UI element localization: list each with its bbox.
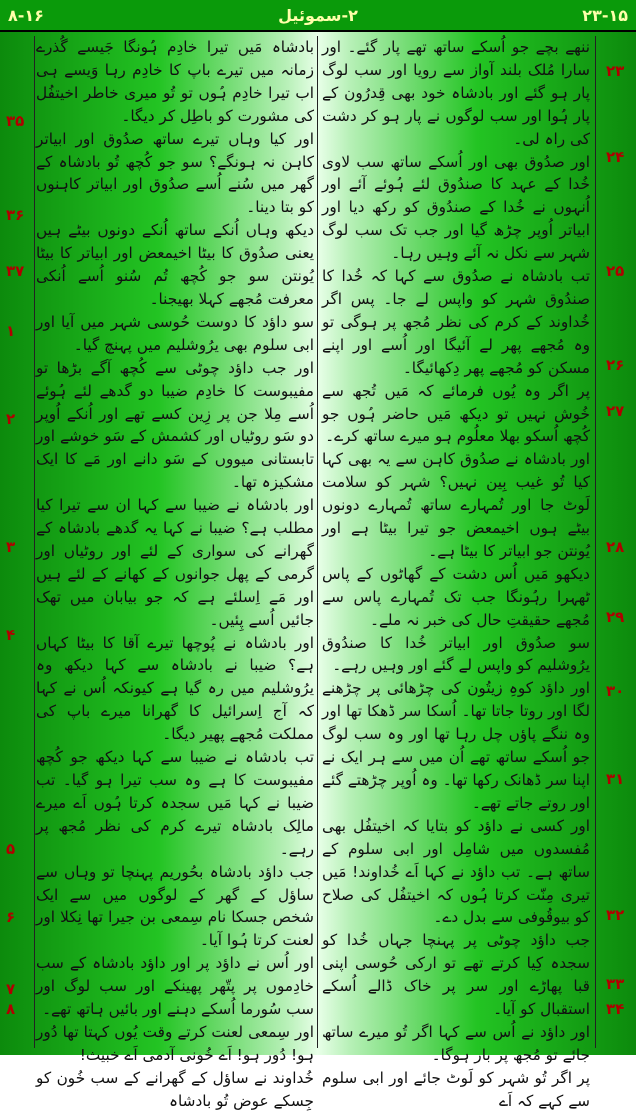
left-verse-text: اور سِمعی لعنت کرتے وقت یُوں کہتا تھا دُور ہو! دُور ہو! اَے خُونی آدمی اَے خبیث! xyxy=(36,1022,314,1064)
verse-number: ۷ xyxy=(6,980,16,998)
left-verse-text: بادشاہ مَیں تیرا خادِم ہُونگا جَیسے گُذرے زمانہ میں تیرے باپ کا خادِم رہا وَیسے ہی اب تیرا خادِم ہُوں تو تُو میری خاطر اخیتفُل کی مشورت کو باطِل کر دیگا۔ xyxy=(36,38,314,125)
verse-number: ۲۳ xyxy=(606,62,625,80)
verse-number: ۳۵ xyxy=(6,112,25,130)
verse-number: ۳۲ xyxy=(606,906,625,924)
right-verse-text: دیکھو مَیں اُس دشت کے گھاٹوں کے پاس ٹھہرا رہُونگا جب تک تُمہارے پاس سے مُجھے حقیقتِ حال کی خبر نہ ملے۔ xyxy=(322,564,590,629)
verse-number: ۲۶ xyxy=(606,356,625,374)
right-verse-text: اور بادشاہ نے صدُوق کاہن سے یہ بھی کہا کیا تُو غیب بِین نہیں؟ شہر کو سلامت لَوٹ جا اور تُمہارے ساتھ تُمہارے دونوں بیٹے ہوں اخیمعض جو تیرا بیٹا ہے اور یُونتن جو ابیاتر کا بیٹا ہے۔ xyxy=(322,450,590,560)
verse-number: ۸ xyxy=(6,1000,16,1018)
chapter-range-right: ۲۳-۱۵ xyxy=(582,6,628,25)
verse-number: ۲ xyxy=(6,410,16,428)
left-text-column xyxy=(36,36,314,1110)
verse-number: ۳ xyxy=(6,538,16,556)
verse-number: ۳۴ xyxy=(606,1000,625,1018)
right-verse-text: اور کسی نے داؤد کو بتایا کہ اخیتفُل بھی مُفسدوں میں شامِل اور ابی سلوم کے ساتھ ہے۔ تب داؤد نے کہا اَے خُداوند! مَیں تیری مِنّت کرتا ہُوں کہ اخیتفُل کی صلاح کو بیوقُوفی سے بدل دے۔ xyxy=(322,816,590,927)
left-verse-text: اور بادشاہ نے ضیبا سے کہا ان سے تیرا کیا مطلب ہے؟ ضیبا نے کہا یہ گدھے بادشاہ کے گھرانے کی سواری کے لئے اور روٹیاں اور گرمی کے پھل جوانوں کے کھانے کے لئے ہیں اور مَے اِسلئے ہے کہ جو بیابان میں تھک جائیں اُسے پِئیں۔ xyxy=(36,496,314,629)
verse-number: ۵ xyxy=(6,840,16,858)
verse-number: ۲۹ xyxy=(606,608,625,626)
left-verse-text: خُداوند نے ساؤل کے گھرانے کے سب خُون کو جِسکے عوض تُو بادشاہ xyxy=(36,1068,314,1110)
right-margin-line xyxy=(595,36,596,1048)
verse-number: ۲۴ xyxy=(606,148,625,166)
left-verse-text: اور جب داؤد چوٹی سے کُچھ آگے بڑھا تو مفیبوست کا خادِم ضیبا دو گدھے لئے ہُوئے اُسے مِلا جن پر زِین کسے تھے اور اُنکے اُوپر دو سَو روٹیاں اور کشمش کے سَو خوشے اور تابستانی میووں کے سَو دانے اور مَے کا ایک مشکیزہ تھا۔ xyxy=(36,358,314,492)
right-verse-text: پر اگر تُو شہر کو لَوٹ جائے اور ابی سلوم سے کہے کہ اَے xyxy=(322,1068,590,1110)
right-verse-text: اور صدُوق بھی اور اُسکے ساتھ سب لاوی خُدا کے عہد کا صندُوق لئے ہُوئے آئے اور اُنہوں نے خُدا کے صندُوق کو رکھ دیا اور ابیاتر اُوپر چڑھ گیا اور جب تک سب لوگ شہر سے نکل نہ آئے وہیں رہا۔ xyxy=(322,152,590,263)
right-verse-text: پر اگر وہ یُوں فرمائے کہ مَیں تُجھ سے خُوش نہیں تو دیکھ مَیں حاضر ہُوں جو کُچھ اُسکو بھلا معلُوم ہو میرے ساتھ کرے۔ xyxy=(322,381,590,446)
verse-number: ۲۵ xyxy=(606,262,625,280)
verse-number: ۳۷ xyxy=(6,262,25,280)
verse-number: ۱ xyxy=(6,322,16,340)
left-verse-text: اور کیا وہاں تیرے ساتھ صدُوق اور ابیاتر کاہن نہ ہونگے؟ سو جو کُچھ تُو بادشاہ کے گھر میں سُنے اُسے صدُوق اور ابیاتر کاہنوں کو بتا دینا۔ xyxy=(36,129,314,217)
right-verse-text: اور داؤد نے اُس سے کہا اگر تُو میرے ساتھ جائے تو مُجھ پر بار ہوگا۔ xyxy=(322,1022,590,1064)
header-rule xyxy=(0,30,636,32)
left-verse-text: اور بادشاہ نے پُوچھا تیرے آقا کا بیٹا کہاں ہے؟ ضیبا نے بادشاہ سے کہا دیکھ وہ یرُوشلیم میں رہ گیا ہے کیونکہ اُس نے کہا کہ آج اِسرائیل کا گھرانا میرے باپ کی مملکت مُجھے پھیر دیگا۔ xyxy=(36,633,314,744)
verse-number: ۳۰ xyxy=(606,682,625,700)
verse-number: ۴ xyxy=(6,626,16,644)
verse-number: ۶ xyxy=(6,908,16,926)
column-divider xyxy=(317,36,318,1048)
left-verse-text: تب بادشاہ نے ضیبا سے کہا دیکھ جو کُچھ مفیبوست کا ہے وہ سب تیرا ہو گیا۔ تب ضیبا نے کہا مَیں سجدہ کرتا ہُوں اَے میرے مالِک بادشاہ تیرے کرم کی نظر مُجھ پر رہے۔ xyxy=(36,748,314,858)
page-header xyxy=(0,0,636,30)
verse-number: ۳۱ xyxy=(606,770,625,788)
book-title: ۲-سموئیل xyxy=(278,6,358,25)
right-verse-text: تب بادشاہ نے صدُوق سے کہا کہ خُدا کا صندُوق شہر کو واپس لے جا۔ پس اگر خُداوند کے کرم کی نظر مُجھ پر ہوگی تو وہ مُجھے پھر لے آئیگا اور اُسے اور اپنے مسکن کو مُجھے پھر دِکھائیگا۔ xyxy=(322,267,590,377)
left-verse-text: سو داؤد کا دوست حُوسی شہر میں آیا اور ابی سلوم بھی یرُوشلیم میں پہنچ گیا۔ xyxy=(36,312,314,354)
right-verse-text: اور داؤد کوہِ زیتُون کی چڑھائی پر چڑھنے لگا اور روتا جاتا تھا۔ اُسکا سر ڈھکا تھا اور وہ ننگے پاؤں چل رہا تھا اور وہ سب لوگ جو اُسکے ساتھ تھے اُن میں سے ہر ایک نے اپنا سر ڈھانک رکھا تھا۔ وہ اُوپر چڑھتے گئے اور روتے جاتے تھے۔ xyxy=(322,679,590,812)
left-verse-text: دیکھ وہاں اُنکے ساتھ اُنکے دونوں بیٹے ہیں یعنی صدُوق کا بیٹا اخیمعض اور ابیاتر کا بیٹا یُونتن سو جو کُچھ تُم سُنو اُسے اُنکی معرفت مُجھے کہلا بھیجنا۔ xyxy=(36,221,314,308)
left-verse-text: اور اُس نے داؤد پر اور داؤد بادشاہ کے سب خادِموں پر پتّھر پھینکے اور سب لوگ اور سب سُورما اُسکے دہنے اور بائیں ہاتھ تھے۔ xyxy=(36,954,314,1019)
right-verse-text: ننھے بچے جو اُسکے ساتھ تھے پار گئے۔ اور سارا مُلک بلند آواز سے رویا اور سب لوگ پار ہو گئے اور بادشاہ خود بھی قِدرُون کے پار ہُوا اور سب لوگوں نے پار ہو کر دشت کی راہ لی۔ xyxy=(322,38,590,148)
left-margin-line xyxy=(34,36,35,1048)
right-verse-text: سو صدُوق اور ابیاتر خُدا کا صندُوق یرُوشلیم کو واپس لے گئے اور وہیں رہے۔ xyxy=(322,633,590,675)
right-verse-text: جب داؤد چوٹی پر پہنچا جہاں خُدا کو سجدہ کِیا کرتے تھے تو ارکی حُوسی اپنی قبا پھاڑے اور سر پر خاک ڈالے اُسکے استقبال کو آیا۔ xyxy=(322,931,590,1019)
left-verse-text: جب داؤد بادشاہ بحُوریم پہنچا تو وہاں سے ساؤل کے گھر کے لوگوں میں سے ایک شخص جسکا نام سِمعی بن جیرا تھا نِکلا اور لعنت کرتا ہُوا آیا۔ xyxy=(36,862,314,950)
chapter-range-left: ۸-۱۶ xyxy=(8,6,44,25)
verse-number: ۳۶ xyxy=(6,206,25,224)
verse-number: ۲۷ xyxy=(606,402,625,420)
verse-number: ۳۳ xyxy=(606,975,625,993)
verse-number: ۲۸ xyxy=(606,538,625,556)
right-text-column xyxy=(322,36,590,1110)
